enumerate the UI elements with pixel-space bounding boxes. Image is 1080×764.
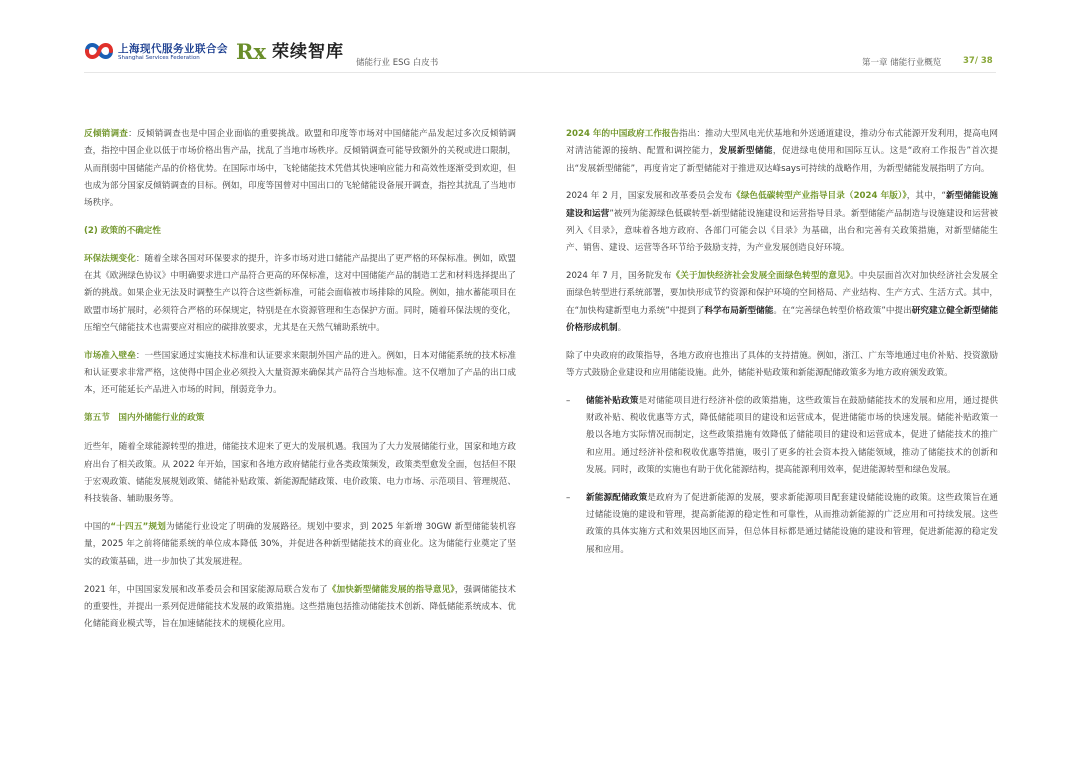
paragraph-text: 是政府为了促进新能源的发展，要求新能源项目配套建设储能设施的政策。这些政策旨在通过储能设施的建设和管理，提高新能源的稳定性和可靠性，从而推动新能源的广泛应用和可持续发展。这些政策的具体实施方式和效果因地区而异，但总体目标都是通过储能设施的建设和管理，促进新能源的稳定发展和应用。 (586, 492, 998, 555)
term-environmental-regulation: 环保法规变化 (84, 253, 136, 264)
paragraph-text: 。中央层面首次对加快经济社会发展全面绿色转型进行系统部署，要加快形成节约资源和保护环境的空间格局、产业结构、生产方式、生活方式。其中，在“加快构建新型电力系统”中提到了 (566, 271, 998, 316)
federation-name-en: Shanghai Services Federation (118, 55, 200, 61)
government-report-highlight: 2024 年的中国政府工作报告 (566, 129, 680, 139)
paragraph-policy-overview: 近些年，随着全球能源转型的推进，储能技术迎来了更大的发展机遇。我国为了大力发展储能行业，国家和地方政府出台了相关政策。从 2022 年开始，国家和各地方政府储能行业各类政策频发，政策类型愈发全面，包括但不限于宏观政策、储能发展规划政策、储能补贴政策、新能源配储政策、电价政策、电力市场、示范项目、管理规范、科技装备、辅助服务等。 (84, 442, 516, 505)
chapter-title: 第一章 储能行业概览 (862, 58, 942, 68)
storage-layout-highlight: 科学布局新型储能 (704, 305, 774, 316)
paragraph-local-policies: 除了中央政府的政策指导，各地方政府也推出了具体的支持措施。例如，浙江、广东等地通过电价补贴、投资激励等方式鼓励企业建设和应用储能设施。此外，储能补贴政策和新能源配储政策多为地方政府颁发政策。 (566, 350, 998, 379)
facility-construction-highlight: 新型储能设施建设和运营 (566, 191, 998, 219)
paragraph-text: ”被列为能源绿色低碳转型-新型储能设施建设和运营指导目录。新型储能产品制造与设施建设和运营被列入《目录》，意味着各地方政府、各部门可能会以《目录》为基础，出台和完善有关政策措施，对新型储能生产、销售、建设、运营等各环节给予鼓励支持，为产业发展创造良好环境。 (566, 208, 998, 254)
shanghai-services-federation-logo (84, 38, 228, 66)
document-title: 储能行业 ESG 白皮书 (356, 58, 439, 68)
paragraph-market-access (84, 348, 516, 400)
bullet-dash-icon: – (566, 492, 571, 503)
left-column (84, 126, 516, 644)
header-divider (84, 72, 996, 73)
guidance-document-title: 《加快新型储能发展的指导意见》 (327, 584, 455, 595)
think-tank-name: 荣续智库 (272, 42, 344, 62)
section-heading: 第五节 国内外储能行业的政策 (84, 413, 205, 424)
bullet-subsidy-policy (566, 393, 998, 479)
paragraph-text: ：随着全球各国对环保要求的提升，许多市场对进口储能产品提出了更严格的环保标准。例如，欧盟在其《欧洲绿色协议》中明确要求进口产品符合更高的环保标准，这对中国储能产品的制造工艺和材料选择提出了新的挑战。如果企业无法及时调整生产以符合这些新标准，可能会面临被市场排除的风险。例如，抽水蓄能项目在欧盟市场扩展时，必须符合严格的环保规定，特别是在水资源管理和生态保护方面。同时，随着环保法规的变化，压缩空气储能技术也需要应对相应的碳排放要求，尤其是在天然气辅助系统中。 (84, 253, 516, 333)
allocation-policy-term: 新能源配储政策 (586, 492, 648, 503)
paragraph-text: 指出：推动大型风电光伏基地和外送通道建设，推动分布式能源开发利用，提高电网对清洁能源的接纳、配置和调控能力， (566, 129, 998, 157)
paragraph-text: ，促进绿电使用和国际互认。这是“政府工作报告”首次提出“发展新型储能”，再度肯定了新型储能对于推进双达峰says可持续的战略作用，为新型储能发展指明了方向。 (566, 146, 998, 174)
paragraph-2024-jul-opinion (566, 268, 998, 337)
new-storage-highlight: 发展新型储能 (718, 146, 773, 157)
page-header (0, 0, 1080, 80)
paragraph-text: 。 (617, 322, 627, 333)
paragraph-text: 2021 年，中国国家发展和改革委员会和国家能源局联合发布了 (84, 584, 328, 595)
term-market-access: 市场准入壁垒 (84, 350, 136, 361)
paragraph-text: ：一些国家通过实施技术标准和认证要求来限制外国产品的进入。例如，日本对储能系统的技术标准和认证要求非常严格，这使得中国企业必须投入大量资源来确保其产品符合当地标准。这不仅增加了产品的出口成本，还可能延长产品进入市场的时间，削弱竞争力。 (84, 350, 516, 396)
right-column (566, 126, 998, 570)
subsidy-policy-term: 储能补贴政策 (586, 395, 639, 406)
paragraph-text: 2024 年 7 月，国务院发布 (566, 271, 672, 282)
catalog-title: 《绿色低碳转型产业指导目录（2024 年版）》 (732, 191, 907, 202)
paragraph-text: ，其中，“ (906, 191, 946, 202)
bullet-dash-icon: – (566, 395, 571, 406)
paragraph-2021-guidance (84, 582, 516, 634)
paragraph-environmental-regulation (84, 251, 516, 337)
paragraph-five-year-plan (84, 519, 516, 571)
paragraph-text: 是对储能项目进行经济补偿的政策措施，这些政策旨在鼓励储能技术的发展和应用，通过提供财政补贴、税收优惠等方式，降低储能项目的建设和运营成本，促进储能市场的快速发展。储能补贴政策一般以各地方实际情况而制定，这些政策措施有效降低了储能项目的建设和运营成本，促进了储能技术的推广和应用。通过经济补偿和税收优惠等措施，吸引了更多的社会资本投入储能领域，推动了储能技术的创新和发展。同时，政策的实施也有助于优化能源结构，提高能源利用效率，促进能源转型和绿色发展。 (586, 395, 998, 476)
rongxu-think-tank-logo (236, 40, 366, 64)
opinion-document-title: 《关于加快经济社会发展全面绿色转型的意见》 (671, 271, 851, 282)
paragraph-2024-government-report (566, 126, 998, 178)
bullet-storage-allocation-policy (566, 490, 998, 559)
rx-logo-mark: Rx (236, 39, 266, 64)
page-number: 37/ 38 (963, 56, 993, 66)
five-year-plan-highlight: “十四五”规划 (110, 522, 167, 533)
federation-logo-icon (84, 40, 114, 62)
paragraph-text: 中国的 (84, 522, 111, 533)
paragraph-2024-feb-catalog (566, 188, 998, 257)
paragraph-text: 2024 年 2 月，国家发展和改革委员会发布 (566, 191, 733, 202)
federation-name-cn: 上海现代服务业联合会 (118, 43, 228, 55)
paragraph-anti-dumping (84, 126, 516, 212)
subheading-policy-uncertainty: (2) 政策的不确定性 (84, 225, 161, 236)
pricing-mechanism-highlight: 研究建立健全新型储能价格形成机制 (566, 305, 998, 333)
paragraph-text: 为储能行业设定了明确的发展路径。规划中要求，到 2025 年新增 30GW 新型储能装机容量，2025 年之前将储能系统的单位成本降低 30%，并促进各种新型储能技术的商业化。这为储能行业奠定了坚实的政策基础，进一步加快了其发展进程。 (84, 522, 517, 567)
paragraph-text: ，强调储能技术的重要性，并提出一系列促进储能技术发展的政策措施。这些措施包括推动储能技术创新、降低储能系统成本、优化储能商业模式等，旨在加速储能技术的规模化应用。 (84, 584, 516, 630)
paragraph-text: 。在“完善绿色转型价格政策”中提出 (773, 305, 912, 316)
paragraph-text: ：反倾销调查也是中国企业面临的重要挑战。欧盟和印度等市场对中国储能产品发起过多次反倾销调查，指控中国企业以低于市场价格出售产品，扰乱了当地市场秩序。反倾销调查可能导致额外的关税或进口限制，从而削弱中国储能产品的价格优势。在国际市场中，飞轮储能技术凭借其快速响应能力和高效性逐渐受到欢迎，但也成为部分国家反倾销调查的目标。例如，印度等国曾对中国出口的飞轮储能设备展开调查，指控其扰乱了当地市场秩序。 (84, 129, 516, 209)
term-anti-dumping: 反倾销调查 (84, 129, 129, 139)
